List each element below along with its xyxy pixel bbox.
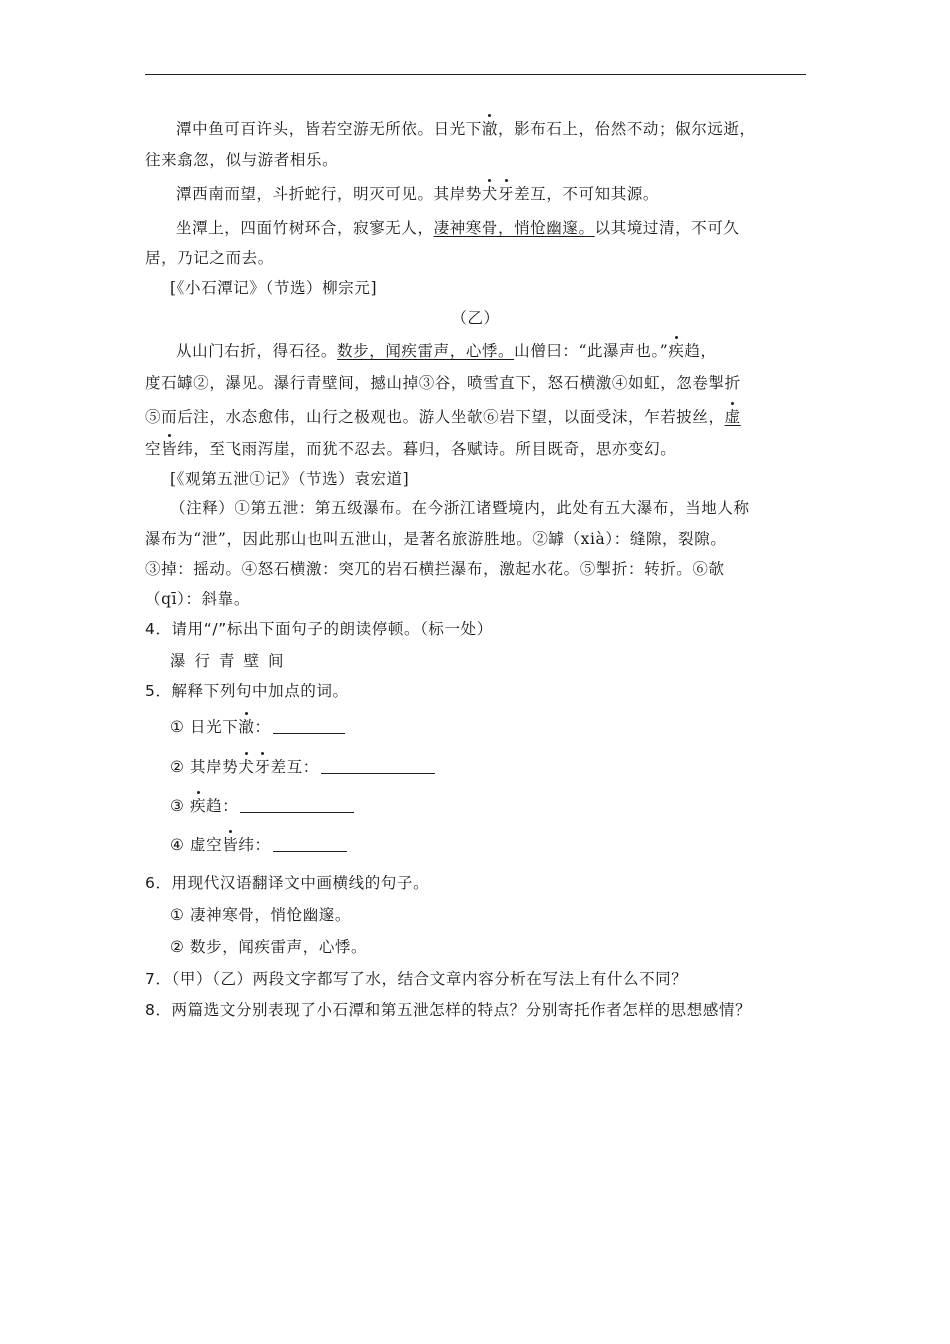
emphasis-char: 澈	[481, 120, 499, 138]
yi-line4: 空皆纬，至飞雨泻崖，而犹不忍去。暮归，各赋诗。所目既奇，思亦变幻。	[145, 440, 677, 458]
emphasis-char: 皆	[222, 836, 239, 854]
q5-prompt: 5．解释下列句中加点的词。	[145, 682, 349, 700]
answer-blank[interactable]	[273, 835, 347, 852]
notes-line3: ③掉：摇动。④怒石横激：突兀的岩石横拦瀑布，激起水花。⑤掣折：转折。⑥欹	[145, 560, 725, 578]
jia-p1-line1: 潭中鱼可百许头，皆若空游无所依。日光下澈，影布石上，佁然不动；俶尔远逝，	[176, 120, 756, 138]
q4-prompt: 4．请用“/”标出下面句子的朗读停顿。（标一处）	[145, 620, 493, 638]
answer-blank[interactable]	[273, 717, 345, 734]
underlined-sentence: 数步，闻疾雷声，心悸。	[337, 342, 515, 360]
notes-line1: （注释）①第五泄：第五级瀑布。在今浙江诸暨境内，此处有五大瀑布，当地人称	[170, 499, 750, 517]
emphasis-char: 牙	[498, 185, 515, 203]
emphasis-char: 犬	[481, 185, 499, 203]
yi-line2: 度石罅②，瀑见。瀑行青壁间，撼山掉③谷，喷雪直下，怒石横激④如虹，忽卷掣折	[145, 374, 741, 392]
emphasis-char: 牙	[254, 758, 271, 776]
emphasis-char: 犬	[238, 758, 255, 776]
q6-item2: ② 数步，闻疾雷声，心悸。	[170, 938, 368, 956]
emphasis-char: 疾	[668, 342, 685, 360]
q7-prompt: 7．（甲）（乙）两段文字都写了水，结合文章内容分析在写法上有什么不同？	[145, 970, 688, 988]
q5-item4: ④ 虚空皆纬：	[170, 834, 347, 856]
yi-heading: （乙）	[451, 309, 500, 327]
q6-item1: ① 凄神寒骨，悄怆幽邃。	[170, 906, 352, 924]
jia-p1-line2: 往来翕忽，似与游者相乐。	[145, 151, 339, 169]
q5-item3: ③ 疾趋：	[170, 795, 354, 817]
header-rule	[145, 74, 806, 75]
q5-item1: ① 日光下澈：	[170, 716, 345, 738]
jia-source: [《小石潭记》（节选）柳宗元]	[170, 279, 378, 297]
q5-item2: ② 其岸势犬牙差互：	[170, 756, 435, 778]
q6-prompt: 6．用现代汉语翻译文中画横线的句子。	[145, 874, 430, 892]
jia-p3-line1: 坐潭上，四面竹树环合，寂寥无人，凄神寒骨，悄怆幽邃。以其境过清，不可久	[176, 219, 740, 237]
yi-line1: 从山门右折，得石径。数步，闻疾雷声，心悸。山僧曰：“此瀑声也。”疾趋，	[176, 342, 717, 360]
q4-sentence: 瀑行青壁间	[170, 652, 293, 670]
answer-blank[interactable]	[240, 796, 354, 813]
jia-p2: 潭西南而望，斗折蛇行，明灭可见。其岸势犬牙差互，不可知其源。	[176, 185, 660, 203]
notes-line2: 瀑布为“泄”，因此那山也叫五泄山，是著名旅游胜地。②罅（xià）：缝隙，裂隙。	[145, 530, 727, 548]
q8-prompt: 8．两篇选文分别表现了小石潭和第五泄怎样的特点？分别寄托作者怎样的思想感情？	[145, 1001, 752, 1019]
emphasis-char: 疾	[190, 797, 207, 815]
underlined-sentence: 凄神寒骨，悄怆幽邃。	[433, 219, 595, 237]
emphasis-char: 澈	[238, 718, 255, 736]
jia-p3-line2: 居，乃记之而去。	[145, 249, 274, 267]
notes-line4: （qī）：斜靠。	[145, 590, 250, 608]
emphasis-char: 皆	[161, 440, 178, 458]
yi-source: [《观第五泄①记》（节选）袁宏道]	[170, 470, 410, 488]
yi-line3: ⑤而后注，水态愈伟，山行之极观也。游人坐欹⑥岩下望，以面受沫，乍若披丝，虚	[145, 408, 741, 426]
emphasis-char: 虚	[724, 408, 741, 426]
answer-blank[interactable]	[321, 757, 435, 774]
